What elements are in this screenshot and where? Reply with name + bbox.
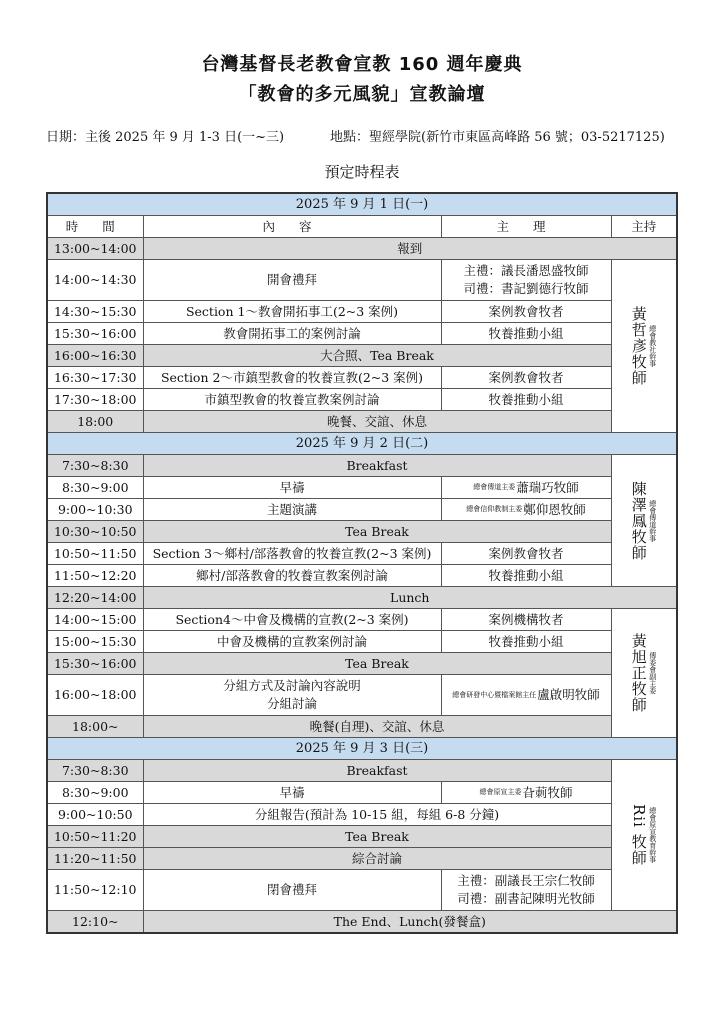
table-row xyxy=(47,301,677,323)
host-cell xyxy=(611,609,677,738)
leader-cell: 牧養推動小組 xyxy=(441,631,611,653)
content-cell: 中會及機構的宣教案例討論 xyxy=(143,631,441,653)
table-row xyxy=(47,367,677,389)
leader-name: 盧啟明牧師 xyxy=(537,687,600,702)
leader-cell: 牧養推動小組 xyxy=(441,565,611,587)
leader-cell: 牧養推動小組 xyxy=(441,389,611,411)
content-cell: 分組報告(預計為 10-15 組，每組 6-8 分鐘) xyxy=(143,804,611,826)
forum-title: 「教會的多元風貌」宣教論壇 xyxy=(238,84,486,105)
table-row xyxy=(47,848,677,870)
column-header-row xyxy=(47,216,677,238)
host-name: 黃哲彥牧師 xyxy=(629,306,648,386)
table-row xyxy=(47,521,677,543)
leader-title: 總會原宣主委 xyxy=(479,788,522,796)
content-cell: 開會禮拜 xyxy=(143,260,441,301)
content-cell: Section 3～鄉村/部落教會的牧養宣教(2~3 案例) xyxy=(143,543,441,565)
content-cell: 教會開拓事工的案例討論 xyxy=(143,323,441,345)
table-row xyxy=(47,345,677,367)
time-cell: 17:30~18:00 xyxy=(47,389,143,411)
table-row xyxy=(47,411,677,433)
leader-name: 鄭仰恩牧師 xyxy=(523,502,586,517)
schedule-title: 預定時程表 xyxy=(324,163,400,181)
time-cell: 11:50~12:20 xyxy=(47,565,143,587)
table-row xyxy=(47,675,677,716)
table-row xyxy=(47,870,677,911)
table-row xyxy=(47,455,677,477)
table-row xyxy=(47,716,677,738)
table-row xyxy=(47,804,677,826)
time-cell: 12:10~ xyxy=(47,911,143,934)
host-title: 傳委會副主委 xyxy=(648,652,657,694)
content-cell: Section4～中會及機構的宣教(2~3 案例) xyxy=(143,609,441,631)
leader-cell: 牧養推動小組 xyxy=(441,323,611,345)
time-cell: 8:30~9:00 xyxy=(47,782,143,804)
host-name: 黃旭正牧師 xyxy=(629,633,648,713)
content-cell: 早禱 xyxy=(143,782,441,804)
table-row xyxy=(47,911,677,934)
day-header: 2025 年 9 月 2 日(二) xyxy=(47,433,677,455)
table-row xyxy=(47,609,677,631)
content-cell: 晚餐(自理)、交誼、休息 xyxy=(143,716,611,738)
content-cell: Tea Break xyxy=(143,653,611,675)
time-cell: 11:20~11:50 xyxy=(47,848,143,870)
time-cell: 18:00~ xyxy=(47,716,143,738)
col-content-header: 內 容 xyxy=(143,216,441,238)
liturgist: 司禮：書記劉德行牧師 xyxy=(463,281,589,296)
leader-name: 旮莿牧師 xyxy=(522,785,573,800)
col-host-header: 主持 xyxy=(611,216,677,238)
content-cell: The End、Lunch(發餐盒) xyxy=(143,911,677,934)
table-row xyxy=(47,238,677,260)
time-cell: 9:00~10:50 xyxy=(47,804,143,826)
time-cell: 15:30~16:00 xyxy=(47,323,143,345)
document-title: 台灣基督長老教會宣教 160 週年慶典 xyxy=(201,54,523,75)
content-cell: 閉會禮拜 xyxy=(143,870,441,911)
content-cell: 主題演講 xyxy=(143,499,441,521)
time-cell: 12:20~14:00 xyxy=(47,587,143,609)
table-row xyxy=(47,631,677,653)
content-cell: 綜合討論 xyxy=(143,848,611,870)
time-cell: 16:00~16:30 xyxy=(47,345,143,367)
schedule-table xyxy=(46,192,678,934)
time-cell: 14:00~14:30 xyxy=(47,260,143,301)
host-title: 總會原宣教育幹事 xyxy=(648,806,657,863)
content-cell: Breakfast xyxy=(143,760,611,782)
time-cell: 16:00~18:00 xyxy=(47,675,143,716)
leader-cell xyxy=(441,782,611,804)
content-cell: Breakfast xyxy=(143,455,611,477)
leader-cell xyxy=(441,675,611,716)
content-cell: 晚餐、交誼、休息 xyxy=(143,411,611,433)
host-name: Rii 牧師 xyxy=(629,804,648,866)
content-cell: Tea Break xyxy=(143,826,611,848)
leader-cell xyxy=(441,260,611,301)
event-date: 日期：主後 2025 年 9 月 1-3 日(一~三) xyxy=(46,130,285,145)
time-cell: 18:00 xyxy=(47,411,143,433)
host-name: 陳澤鳳牧師 xyxy=(629,480,648,561)
table-row xyxy=(47,499,677,521)
officiant: 主禮：議長潘恩盛牧師 xyxy=(463,263,589,278)
leader-cell xyxy=(441,477,611,499)
content-cell: 大合照、Tea Break xyxy=(143,345,611,367)
time-cell: 10:50~11:20 xyxy=(47,826,143,848)
leader-cell xyxy=(441,870,611,911)
day-header: 2025 年 9 月 3 日(三) xyxy=(47,738,677,760)
time-cell: 13:00~14:00 xyxy=(47,238,143,260)
leader-cell: 案例機構牧者 xyxy=(441,609,611,631)
content-cell: 早禱 xyxy=(143,477,441,499)
content-cell: 市鎮型教會的牧養宣教案例討論 xyxy=(143,389,441,411)
table-row xyxy=(47,389,677,411)
time-cell: 11:50~12:10 xyxy=(47,870,143,911)
host-title: 總會傳道幹事 xyxy=(648,499,657,542)
host-cell xyxy=(611,260,677,433)
time-cell: 8:30~9:00 xyxy=(47,477,143,499)
table-row xyxy=(47,323,677,345)
table-row xyxy=(47,826,677,848)
content-cell: Lunch xyxy=(143,587,677,609)
content-cell: 報到 xyxy=(143,238,677,260)
host-cell xyxy=(611,760,677,911)
leader-cell: 案例教會牧者 xyxy=(441,301,611,323)
table-row xyxy=(47,260,677,301)
content-line: 分組討論 xyxy=(266,696,317,711)
col-time-header: 時 間 xyxy=(47,216,143,238)
col-leader-header: 主 理 xyxy=(441,216,611,238)
leader-title: 總會研發中心暨檔案館主任 xyxy=(452,691,537,699)
content-cell: Tea Break xyxy=(143,521,611,543)
content-line: 分組方式及討論內容說明 xyxy=(223,678,361,693)
leader-title: 總會傳道主委 xyxy=(473,483,516,491)
time-cell: 16:30~17:30 xyxy=(47,367,143,389)
time-cell: 15:00~15:30 xyxy=(47,631,143,653)
time-cell: 9:00~10:30 xyxy=(47,499,143,521)
leader-cell xyxy=(441,499,611,521)
time-cell: 15:30~16:00 xyxy=(47,653,143,675)
content-cell xyxy=(143,675,441,716)
leader-cell: 案例教會牧者 xyxy=(441,543,611,565)
event-venue: 地點：聖經學院(新竹市東區高峰路 56 號；03-5217125) xyxy=(330,130,665,145)
officiant: 主禮：副議長王宗仁牧師 xyxy=(457,873,595,888)
table-row xyxy=(47,565,677,587)
content-cell: 鄉村/部落教會的牧養宣教案例討論 xyxy=(143,565,441,587)
table-row xyxy=(47,543,677,565)
table-row xyxy=(47,477,677,499)
time-cell: 7:30~8:30 xyxy=(47,455,143,477)
content-cell: Section 1～教會開拓事工(2~3 案例) xyxy=(143,301,441,323)
leader-cell: 案例教會牧者 xyxy=(441,367,611,389)
host-cell xyxy=(611,455,677,587)
leader-title: 總會信仰教制主委 xyxy=(466,505,523,513)
leader-name: 蕭瑞巧牧師 xyxy=(516,480,579,495)
time-cell: 14:00~15:00 xyxy=(47,609,143,631)
content-cell: Section 2～市鎮型教會的牧養宣教(2~3 案例) xyxy=(143,367,441,389)
time-cell: 7:30~8:30 xyxy=(47,760,143,782)
time-cell: 14:30~15:30 xyxy=(47,301,143,323)
time-cell: 10:30~10:50 xyxy=(47,521,143,543)
table-row xyxy=(47,587,677,609)
host-title: 總會教社幹事 xyxy=(648,325,657,367)
table-row xyxy=(47,760,677,782)
liturgist: 司禮：副書記陳明光牧師 xyxy=(457,891,595,906)
table-row xyxy=(47,782,677,804)
day-header: 2025 年 9 月 1 日(一) xyxy=(47,193,677,216)
time-cell: 10:50~11:50 xyxy=(47,543,143,565)
table-row xyxy=(47,653,677,675)
